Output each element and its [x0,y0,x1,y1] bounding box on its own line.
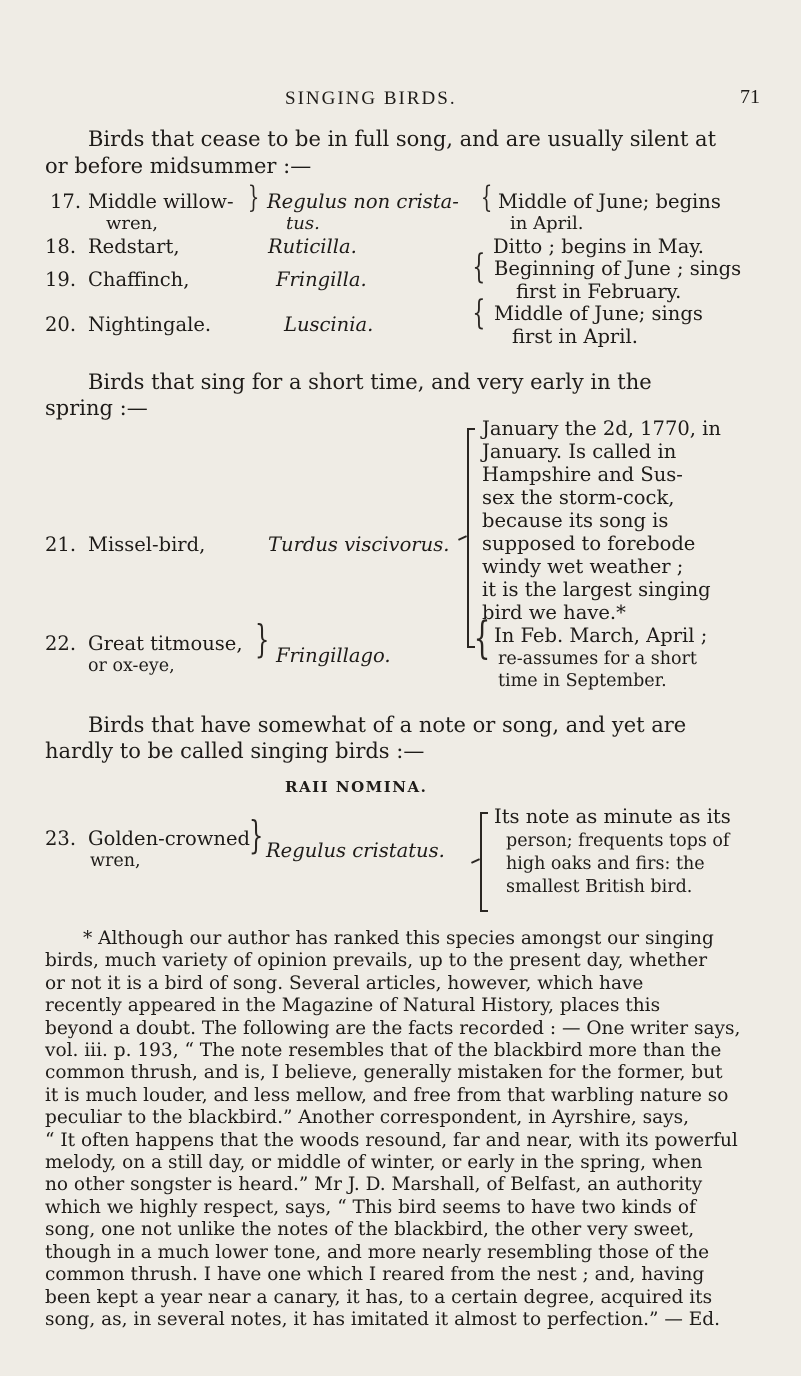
entry-number: 19. [45,268,77,291]
entry-number: 21. [45,533,77,556]
footnote-line: common thrush, and is, I believe, generally mistaken for the former, but [45,1062,723,1084]
latin-name: tus. [286,213,320,234]
footnote-line: common thrush. I have one which I reared from the nest ; and, having [45,1264,705,1286]
footnote-line: melody, on a still day, or middle of winter, or early in the spring, when [45,1152,703,1174]
common-name: Missel-bird, [88,533,206,556]
entry-number: 17. [50,190,82,213]
common-name: Golden-crowned [88,827,250,850]
footnote-line: it is much louder, and less mellow, and free from that warbling nature so [45,1084,729,1106]
brace-top [467,428,475,430]
footnote-line: vol. iii. p. 193, “ The note resembles that of the blackbird more than the [45,1040,722,1062]
latin-name: Regulus non crista- [267,190,459,213]
common-name: Great titmouse, [88,632,243,655]
note: person; frequents tops of [506,831,730,851]
note: January. Is called in [482,440,677,463]
note: Hampshire and Sus- [482,463,683,486]
common-name: Middle willow- [88,190,234,213]
note: supposed to forebode [482,532,696,555]
common-name: Nightingale. [88,313,212,336]
section2-intro-line2: spring :— [45,396,148,420]
footnote-line: recently appeared in the Magazine of Natural History, places this [45,995,661,1017]
footnote-line: birds, much variety of opinion prevails, up to the present day, whether [45,950,708,972]
footnote-line: “ It often happens that the woods resound, far and near, with its powerful [45,1129,738,1151]
brace: { [480,180,493,215]
note: bird we have.* [482,601,626,624]
section2-intro-line1: Birds that sing for a short time, and very early in the [88,370,652,394]
common-name: Redstart, [88,235,180,258]
latin-name: Turdus viscivorus. [268,533,450,556]
entry-number: 23. [45,827,77,850]
note: sex the storm-cock, [482,486,675,509]
note: Middle of June; begins [498,190,721,213]
latin-name: Fringillago. [276,644,391,667]
common-name: wren, [90,851,141,871]
note: Middle of June; sings [494,302,703,325]
footnote-line: song, as, in several notes, it has imitated it almost to perfection.” — Ed. [45,1308,720,1330]
common-name: Chaffinch, [88,268,190,291]
footnote-line: peculiar to the blackbird.” Another correspondent, in Ayrshire, says, [45,1107,690,1129]
note: high oaks and firs: the [506,854,705,874]
large-brace [467,428,469,648]
latin-name: Regulus cristatus. [266,839,445,862]
note: In Feb. March, April ; [494,624,708,647]
note: Beginning of June ; sings [494,257,742,280]
latin-name: Ruticilla. [268,235,357,258]
footnote-line: no other songster is heard.” Mr J. D. Marshall, of Belfast, an authority [45,1174,703,1196]
brace-bottom [480,910,488,912]
entry-number: 18. [45,235,77,258]
note: Ditto ; begins in May. [493,235,704,258]
footnote-line: or not it is a bird of song. Several articles, however, which have [45,972,644,994]
section1-intro-line2: or before midsummer :— [45,154,312,178]
brace: } [247,180,260,215]
brace-top [480,812,488,814]
brace: } [248,813,264,857]
brace-point [458,535,467,541]
note: time in September. [498,671,667,691]
note: smallest British bird. [506,877,693,897]
footnote-line: which we highly respect, says, “ This bird seems to have two kinds of [45,1196,696,1218]
note: in April. [510,213,584,234]
note: it is the largest singing [482,578,711,601]
note: re-assumes for a short [498,649,697,669]
brace: } [254,617,270,661]
large-brace [480,812,482,912]
footnote-line: though in a much lower tone, and more nearly resembling those of the [45,1241,710,1263]
footnote [45,928,780,1331]
footnote-line: beyond a doubt. The following are the facts recorded : — One writer says, [45,1017,741,1039]
common-name: wren, [106,213,158,234]
common-name: or ox-eye, [88,656,175,676]
running-header: SINGING BIRDS. [285,88,457,109]
latin-name: Luscinia. [284,313,374,336]
note: Its note as minute as its [494,805,731,828]
entry-number: 22. [45,632,77,655]
footnote-line: * Although our author has ranked this species amongst our singing [83,928,714,949]
section1-intro-line1: Birds that cease to be in full song, and are usually silent at [88,127,717,151]
entry-number: 20. [45,313,77,336]
brace-point [471,858,480,864]
footnote-line: song, one not unlike the notes of the blackbird, the other very sweet, [45,1219,695,1241]
section3-intro-line2: hardly to be called singing birds :— [45,739,425,763]
page-number: 71 [740,86,760,108]
note: first in April. [512,325,638,348]
note: because its song is [482,509,669,532]
section3-intro-line1: Birds that have somewhat of a note or song, and yet are [88,713,687,737]
latin-name: Fringilla. [276,268,367,291]
brace: { [473,613,491,664]
footnote-line: been kept a year near a canary, it has, to a certain degree, acquired its [45,1286,713,1308]
note: first in February. [516,280,682,303]
note: windy wet weather ; [482,555,684,578]
column-heading: RAII NOMINA. [285,778,428,796]
note: January the 2d, 1770, in [482,417,721,440]
brace: { [472,247,486,287]
brace: { [472,293,486,333]
